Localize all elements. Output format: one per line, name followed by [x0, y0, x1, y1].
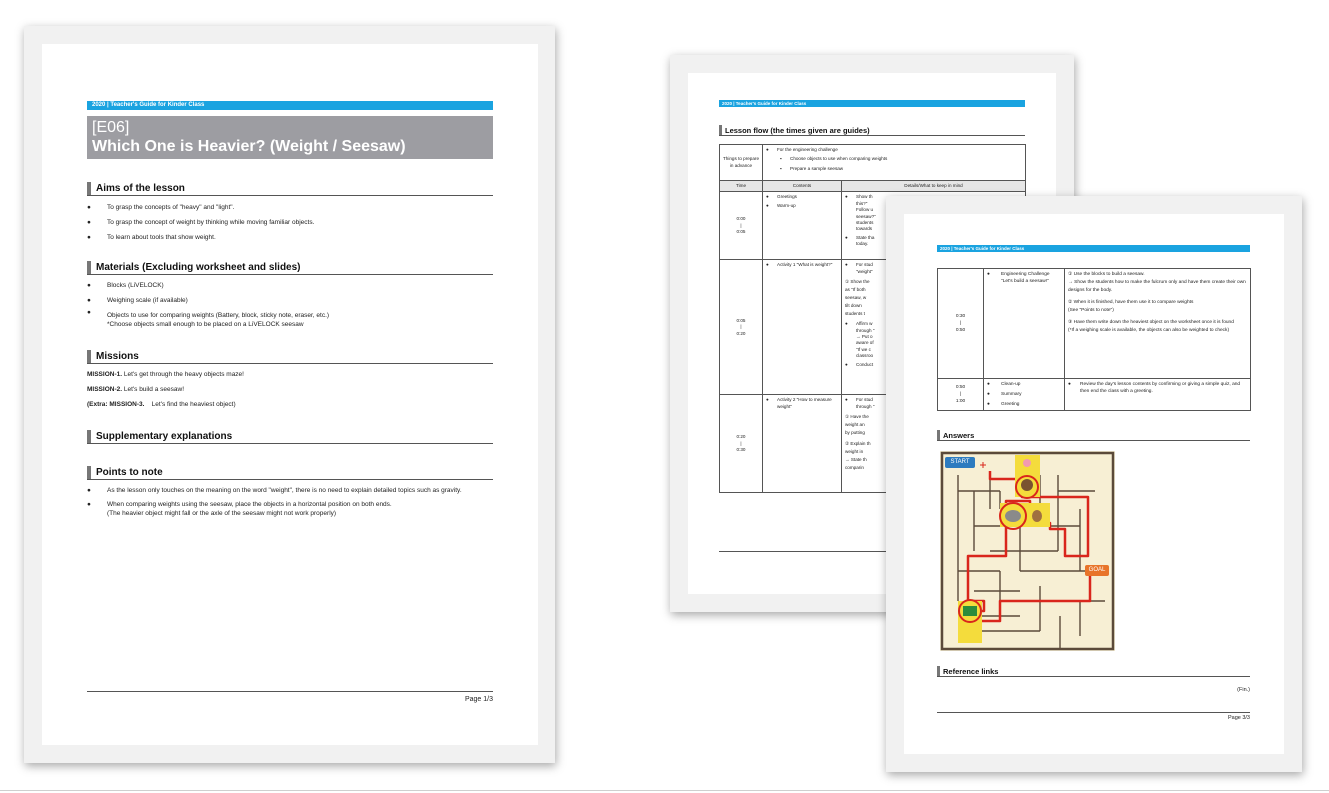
section-marker: [87, 261, 91, 274]
details-item: ① Have the weight an by putting: [845, 414, 869, 436]
maze-start-badge: START: [945, 457, 975, 468]
fin-label: (Fin.): [1237, 687, 1250, 693]
details-item: ● For stud "weight": [845, 262, 1022, 275]
document-page-3[interactable]: [886, 196, 1302, 772]
contents-cell: [984, 269, 1065, 379]
page-3-footer-rule: [937, 712, 1250, 713]
prepare-cell: [763, 145, 1026, 181]
contents-cell: [984, 379, 1065, 411]
contents-cell: [763, 260, 842, 395]
books-icon: [963, 606, 977, 616]
page-1-footer: Page 1/3: [464, 696, 493, 703]
contents-item: ● Summary: [987, 391, 1061, 398]
section-marker: [87, 466, 91, 479]
answers-heading: Answers: [937, 430, 1250, 441]
activity-table: [937, 268, 1251, 411]
time-cell: 0:30 | 0:50: [938, 269, 984, 379]
time-cell: 0:05 | 0:20: [720, 260, 763, 395]
details-item: ● Review the day's lesson contents by confirming or giving a simple quiz, and then end the class with a greeting.: [1068, 381, 1247, 395]
contents-item: ● Activity 1 "What is weight?": [766, 262, 838, 268]
lesson-title-box: [87, 116, 493, 159]
lesson-code: [E06]: [92, 119, 130, 136]
column-header: Contents: [763, 181, 842, 192]
aims-item: ● To learn about tools that show weight.: [87, 230, 493, 245]
missions-heading: Missions: [87, 350, 493, 364]
missions-list: [87, 367, 493, 412]
time-cell: 0:20 | 0:30: [720, 395, 763, 493]
materials-list: [87, 278, 493, 329]
prepare-label: Things to prepare in advance: [720, 145, 763, 181]
aims-list: [87, 200, 493, 245]
character-icon: [1021, 479, 1033, 491]
prepare-item: ▪ Choose objects to use when comparing weights: [780, 156, 1022, 162]
mission-item: (Extra: MISSION-3. Let's find the heaviest object): [87, 401, 236, 408]
supplementary-heading: Supplementary explanations: [87, 430, 493, 444]
materials-heading: Materials (Excluding worksheet and slides): [87, 261, 493, 275]
section-marker: [719, 125, 722, 135]
points-heading: Points to note: [87, 466, 493, 480]
section-marker: [87, 430, 91, 443]
details-item: ① Use the blocks to build a seesaw. → Show the students how to make the fulcrum only and have them create their own designs for the body.: [1068, 272, 1246, 293]
details-cell: [1065, 379, 1251, 411]
details-item: ② Explain th weight in → State th comparin: [845, 441, 871, 471]
lesson-flow-heading: Lesson flow (the times given are guides): [719, 125, 1025, 136]
section-marker: [937, 430, 940, 440]
aims-item: ● To grasp the concepts of "heavy" and "light".: [87, 200, 493, 215]
contents-item: ● Greetings: [766, 194, 838, 200]
page-3-header-bar: 2020 | Teacher's Guide for Kinder Class: [937, 245, 1250, 252]
contents-item: ● Warm-up: [766, 203, 838, 209]
maze-drawing: [940, 451, 1115, 651]
rabbit-icon: [1032, 510, 1042, 522]
reference-heading: Reference links: [937, 666, 1250, 677]
section-marker: [937, 666, 940, 676]
details-item: ② When it is finished, have them use it to compare weights (See "Points to note"): [1068, 300, 1194, 313]
points-item: ● As the lesson only touches on the meaning on the word "weight", there is no need to explain detailed topics such as gravity.: [87, 486, 493, 495]
time-cell: 0:00 | 0:05: [720, 192, 763, 260]
page-1-footer-rule: [87, 691, 493, 692]
page-3-footer: Page 3/3: [1227, 715, 1250, 721]
contents-cell: [763, 192, 842, 260]
aims-heading: Aims of the lesson: [87, 182, 493, 196]
details-item: ● Affirm w through " → Put o aware of "If we c classroo: [845, 321, 1022, 359]
details-item: ● For stud through ": [845, 397, 1022, 410]
contents-item: ● Activity 2 "How to measure weight": [766, 397, 838, 410]
aims-item: ● To grasp the concept of weight by thinking while moving familiar objects.: [87, 215, 493, 230]
prepare-main: ● For the engineering challenge: [766, 147, 1022, 153]
elephant-icon: [1005, 510, 1021, 522]
points-list: [87, 486, 493, 518]
contents-item: ● Clean-up: [987, 381, 1061, 388]
page-3-paper: [904, 214, 1284, 754]
details-item: ● Conduct: [845, 362, 1022, 368]
details-item: ③ Have them write down the heaviest object on the worksheet once it is found (*If a weighing scale is available, the objects can also be weighted to check): [1068, 320, 1234, 333]
materials-item: ● Weighing scale (if available): [87, 293, 493, 308]
maze-goal-badge: GOAL: [1085, 565, 1109, 576]
details-cell: [1065, 269, 1251, 379]
column-header: Time: [720, 181, 763, 192]
mission-item: MISSION-1. Let's get through the heavy objects maze!: [87, 371, 244, 378]
materials-item: ● Objects to use for comparing weights (Battery, block, sticky note, eraser, etc.) *Choose objects small enough to be placed on a LiVELOCK seesaw: [87, 308, 493, 329]
page-1-paper: [42, 44, 538, 745]
details-item: ● State tha today.: [845, 235, 1022, 248]
contents-item: ● Engineering Challenge "Let's build a seesaw!": [987, 271, 1061, 285]
lesson-title: Which One is Heavier? (Weight / Seesaw): [92, 138, 406, 155]
mission-item: MISSION-2. Let's build a seesaw!: [87, 386, 184, 393]
contents-cell: [763, 395, 842, 493]
materials-item: ● Blocks (LiVELOCK): [87, 278, 493, 293]
section-marker: [87, 182, 91, 195]
page-2-header-bar: 2020 | Teacher's Guide for Kinder Class: [719, 100, 1025, 107]
points-item: ● When comparing weights using the seesaw, place the objects in a horizontal position on both ends. (The heavier object might fall or the axle of the seesaw might not work properly): [87, 500, 493, 518]
contents-item: ● Greeting: [987, 401, 1061, 408]
desktop-edge-line: [0, 790, 1329, 791]
column-header: Details/What to keep in mind: [842, 181, 1026, 192]
section-marker: [87, 350, 91, 363]
details-item: ● Show th this?" Follow u seesaw?" students towards: [845, 194, 1022, 232]
details-item: ① Show the as "If both seesaw, w tilt down students t: [845, 279, 870, 317]
document-page-1[interactable]: [24, 26, 555, 763]
time-cell: 0:50 | 1:00: [938, 379, 984, 411]
pig-icon: [1023, 459, 1031, 467]
answer-maze: [940, 451, 1115, 651]
page-1-header-bar: 2020 | Teacher's Guide for Kinder Class: [87, 101, 493, 110]
prepare-item: ▪ Prepare a sample seesaw: [780, 166, 1022, 172]
